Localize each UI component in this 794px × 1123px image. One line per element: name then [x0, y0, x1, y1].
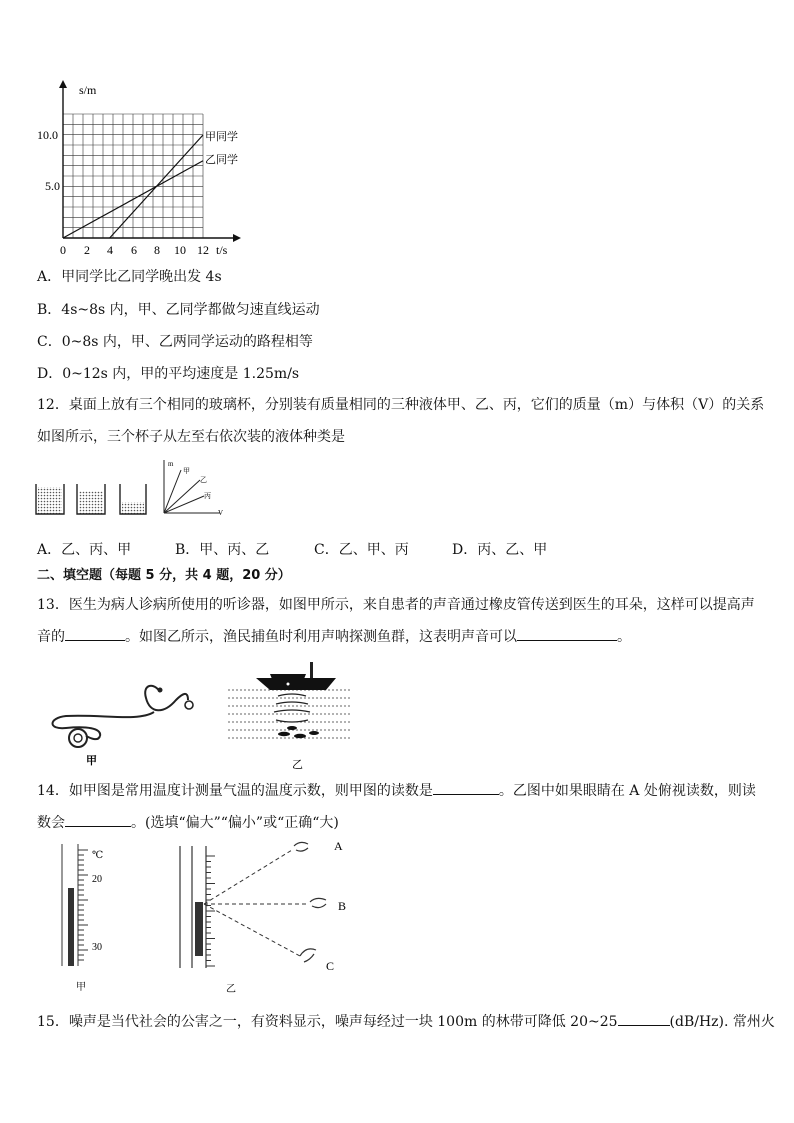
q14-blank-1[interactable]: [433, 780, 499, 795]
q14-stem-line1: [37, 780, 756, 800]
q11-option-b: B．4s~8s 内，甲、乙同学都做匀速直线运动: [37, 302, 320, 318]
q14-text-b: 。乙图中如果眼睛在 A 处俯视读数，则读: [498, 783, 756, 799]
q12-stem-line2: 如图所示，三个杯子从左至右依次装的液体种类是: [37, 429, 345, 445]
fig-label-jia-2: 甲: [76, 982, 86, 992]
eye-icon-a: [294, 842, 308, 851]
q14-text-d: 。(选填“偏大”“偏小”或“正确“大): [131, 815, 339, 831]
eye-label-c: C: [326, 959, 335, 973]
eye-icon-c: [300, 949, 316, 962]
q13-text-c: 。: [617, 629, 631, 645]
mv-label-jia: 甲: [183, 467, 190, 475]
eye-label-b: B: [338, 899, 347, 913]
q14-blank-2[interactable]: [65, 812, 131, 827]
q12-option-c: C．乙、甲、丙: [314, 542, 409, 558]
q11-option-d: D．0~12s 内，甲的平均速度是 1.25m/s: [37, 366, 300, 382]
x-tick-4: 4: [107, 243, 113, 257]
q14-thermometer-figure: [44, 842, 124, 992]
eye-icon-b: [310, 898, 326, 907]
mv-label-bing: 丙: [204, 492, 211, 500]
legend-jia: 甲同学: [205, 131, 238, 143]
q12-mv-graph: [164, 460, 223, 517]
q13-text-a: 音的: [37, 629, 65, 645]
q12-beakers-figure: [34, 458, 234, 520]
x-tick-12: 12: [197, 243, 209, 257]
fig-label-jia: 甲: [86, 755, 97, 767]
x-axis-label: t/s: [216, 243, 228, 257]
x-tick-6: 6: [131, 243, 137, 257]
thermo-unit: ℃: [92, 850, 104, 861]
q14-eye-reading-figure: [170, 836, 360, 994]
beaker-middle: [77, 484, 105, 514]
q13-stem-line2: [37, 626, 631, 646]
q12-stem-line1: 12．桌面上放有三个相同的玻璃杯，分别装有质量相同的三种液体甲、乙、丙，它们的质量（m）与体积（V）的关系: [37, 397, 765, 413]
q15-text-a: 15．噪声是当代社会的公害之一，有资料显示，噪声每经过一块 100m 的林带可降低 20~25: [37, 1014, 618, 1030]
mv-axis-v: V: [218, 509, 224, 517]
thermo-label-30: 30: [92, 942, 102, 953]
q13-blank-1[interactable]: [65, 626, 125, 641]
beaker-left: [36, 484, 64, 514]
x-tick-2: 2: [84, 243, 90, 257]
mv-line-yi: [164, 480, 200, 513]
q13-stethoscope-figure: [42, 678, 202, 770]
q13-blank-2[interactable]: [517, 626, 617, 641]
q14-stem-line2: [37, 812, 339, 832]
y-tick-10: 10.0: [37, 128, 58, 142]
q15-stem-line1: [37, 1011, 775, 1031]
x-tick-10: 10: [174, 243, 186, 257]
legend-yi: 乙同学: [205, 154, 238, 166]
mv-axis-m: m: [168, 460, 174, 468]
y-tick-5: 5.0: [45, 179, 60, 193]
q12-option-b: B．甲、丙、乙: [175, 542, 270, 558]
x-axis-arrow: [233, 234, 241, 242]
y-axis-arrow: [59, 80, 67, 88]
q15-blank-1[interactable]: [618, 1011, 670, 1026]
q13-text-b: 。如图乙所示，渔民捕鱼时利用声呐探测鱼群，这表明声音可以: [125, 629, 517, 645]
q11-distance-time-graph: [35, 78, 255, 260]
q12-options: [37, 541, 547, 559]
x-tick-0: 0: [60, 243, 66, 257]
q11-option-c: C．0~8s 内，甲、乙两同学运动的路程相等: [37, 334, 313, 350]
q14-text-c: 数会: [37, 815, 65, 831]
q11-option-a: A．甲同学比乙同学晚出发 4s: [37, 269, 222, 285]
q15-text-b: (dB/Hz). 常州火: [669, 1014, 775, 1030]
x-tick-8: 8: [154, 243, 160, 257]
q14-text-a: 14．如甲图是常用温度计测量气温的温度示数，则甲图的读数是: [37, 783, 433, 799]
beaker-right: [120, 484, 146, 514]
q13-sonar-figure: [226, 662, 352, 774]
mv-label-yi: 乙: [200, 476, 207, 484]
y-axis-label: s/m: [79, 83, 97, 97]
section-heading: 二、填空题（每题 5 分，共 4 题，20 分）: [37, 568, 291, 583]
q12-option-a: A．乙、丙、甲: [37, 542, 132, 558]
fig-label-yi: 乙: [292, 759, 303, 771]
thermo-label-20: 20: [92, 874, 102, 885]
eye-label-a: A: [334, 839, 343, 853]
q13-stem-line1: 13．医生为病人诊病所使用的听诊器，如图甲所示，来自患者的声音通过橡皮管传送到医生的耳朵，这样可以提高声: [37, 597, 755, 613]
fig-label-yi-2: 乙: [226, 984, 236, 994]
q12-option-d: D．丙、乙、甲: [452, 542, 548, 558]
